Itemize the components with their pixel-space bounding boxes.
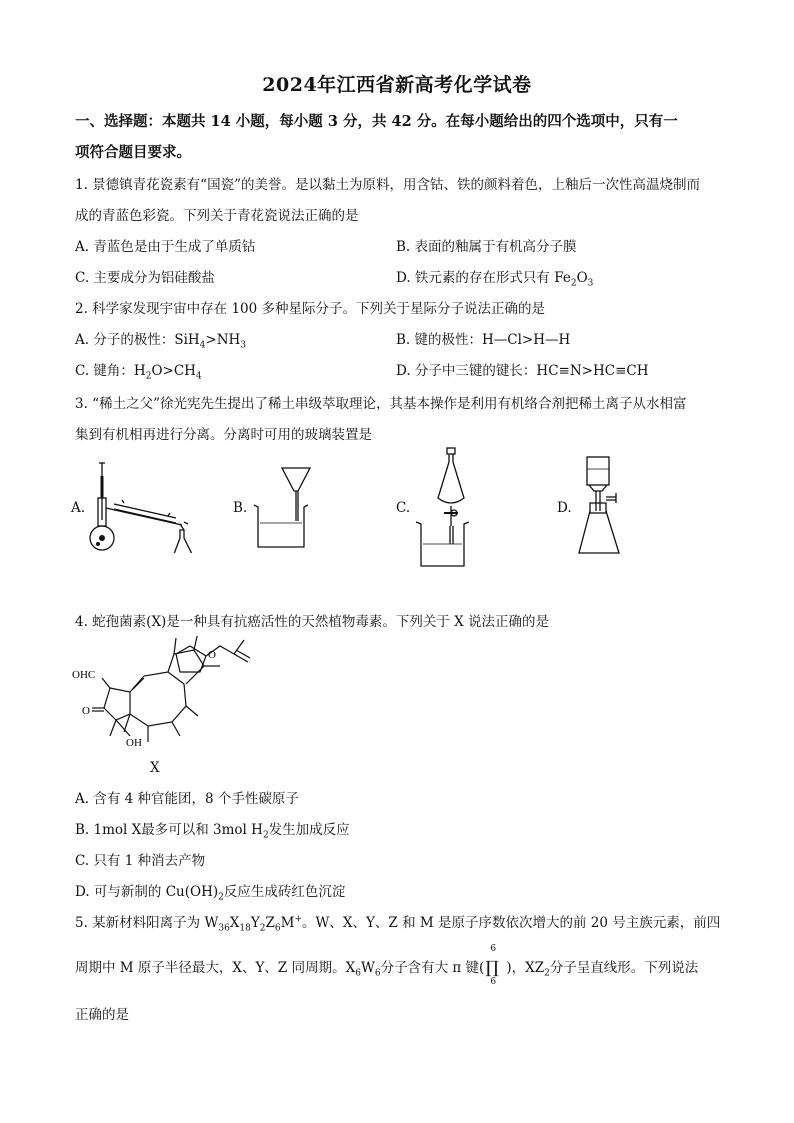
- q3-option-a-label: A.: [71, 500, 86, 516]
- molecule-caption-x: X: [150, 760, 160, 776]
- q2-option-a: A. 分子的极性：$SiH_4>NH_3$: [75, 332, 247, 351]
- separatory-funnel-figure: [414, 446, 484, 568]
- q3-option-d-label: D.: [557, 500, 572, 516]
- funnel-beaker-figure: [252, 463, 322, 551]
- q1-option-b: B. 表面的釉属于有机高分子膜: [396, 239, 577, 255]
- q2-stem: 2. 科学家发现宇宙中存在 100 多种星际分子。下列关于星际分子说法正确的是: [75, 301, 546, 317]
- suction-filter-figure: [576, 455, 636, 557]
- q1-option-c: C. 主要成分为铝硅酸盐: [75, 270, 215, 286]
- q1-stem-line1: 1. 景德镇青花瓷素有“国瓷”的美誉。是以黏土为原料，用含钴、铁的颜料着色，上釉后一次性高温烧制而: [75, 177, 700, 193]
- q4-option-b: B. 1mol X最多可以和 3mol $H_2$发生加成反应: [75, 822, 350, 841]
- q3-option-c-label: C.: [396, 500, 411, 516]
- q4-option-d: D. 可与新制的 $Cu(OH)_2$反应生成砖红色沉淀: [75, 884, 346, 903]
- molecule-structure-x-figure: [72, 636, 262, 776]
- distillation-apparatus-figure: [84, 458, 204, 553]
- q3-option-b-label: B.: [233, 500, 248, 516]
- molecule-label-ring-o: O: [208, 649, 216, 661]
- section-header-line2: 项符合题目要求。: [75, 144, 191, 161]
- q4-stem: 4. 蛇孢菌素(X)是一种具有抗癌活性的天然植物毒素。下列关于 X 说法正确的是: [75, 614, 550, 630]
- section-header-line1: 一、选择题：本题共 14 小题，每小题 3 分，共 42 分。在每小题给出的四个选项中，只有一: [75, 113, 678, 130]
- q1-stem-line2: 成的青蓝色彩瓷。下列关于青花瓷说法正确的是: [75, 208, 359, 224]
- page-title: 2024年江西省新高考化学试卷: [262, 74, 532, 96]
- molecule-label-oh: OH: [126, 737, 142, 749]
- q2-option-d: D. 分子中三键的键长：HC≡N>HC≡CH: [396, 363, 649, 379]
- q5-stem-line3: 正确的是: [75, 1007, 129, 1023]
- pi-bond-symbol: 6 ∏ 6: [485, 943, 499, 987]
- molecule-label-cho: OHC: [72, 669, 96, 681]
- q2-option-b: B. 键的极性：H—Cl>H—H: [396, 332, 571, 348]
- q3-stem-line1: 3. “稀土之父”徐光宪先生提出了稀土串级萃取理论，其基本操作是利用有机络合剂把稀土离子从水相富: [75, 396, 687, 412]
- q1-option-a: A. 青蓝色是由于生成了单质钴: [75, 239, 256, 255]
- q1-option-d: D. 铁元素的存在形式只有 $Fe_2O_3$: [396, 270, 594, 289]
- q5-stem-line1: 5. 某新材料阳离子为 $W_{36}X_{18}Y_2Z_6M^+$。W、X、Y、Z 和 M 是原子序数依次增大的前 20 号主族元素，前四: [75, 914, 721, 934]
- q3-stem-line2: 集到有机相再进行分离。分离时可用的玻璃装置是: [75, 427, 372, 443]
- q4-option-a: A. 含有 4 种官能团，8 个手性碳原子: [75, 791, 299, 807]
- q4-option-c: C. 只有 1 种消去产物: [75, 853, 206, 869]
- q2-option-c: C. 键角：$H_2O>CH_4$: [75, 363, 202, 382]
- molecule-label-ketone-o: O: [82, 705, 90, 717]
- q5-stem-line2: 周期中 M 原子半径最大，X、Y、Z 同周期。$X_6W_6$分子含有大 π 键( 6 ∏ 6 )，$XZ_2$分子呈直线形。下列说法: [75, 943, 699, 987]
